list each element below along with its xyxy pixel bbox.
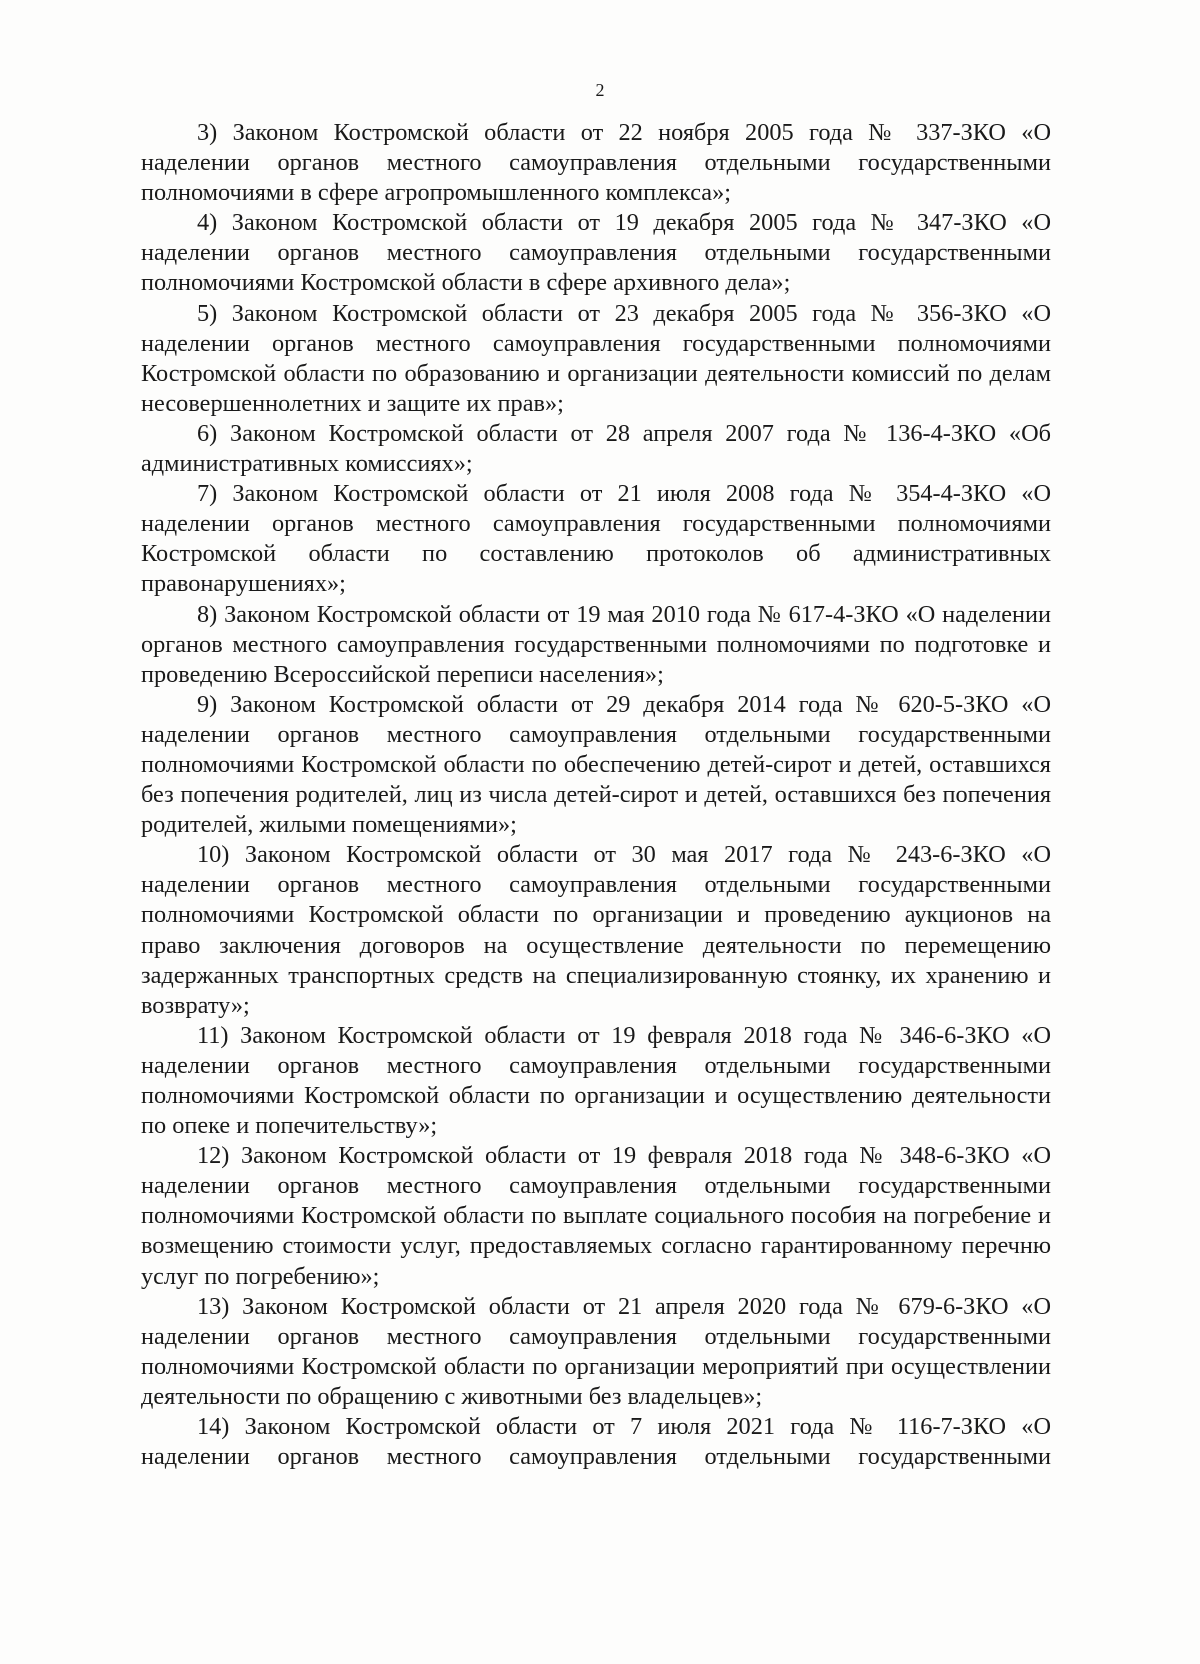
list-item-14: 14) Законом Костромской области от 7 июля 2021 года № 116-7-ЗКО «О наделении органов местного самоуправления отдельными государственными	[141, 1413, 1051, 1471]
list-item-8: 8) Законом Костромской области от 19 мая 2010 года № 617-4-ЗКО «О наделении органов местного самоуправления государственными полномочиями по подготовке и проведению Всероссийской переписи населения»;	[141, 600, 1051, 688]
list-item-6: 6) Законом Костромской области от 28 апреля 2007 года № 136-4-ЗКО «Об административных комиссиях»;	[141, 419, 1051, 478]
list-item-11: 11) Законом Костромской области от 19 февраля 2018 года № 346-6-ЗКО «О наделении органов местного самоуправления отдельными государственными полномочиями Костромской области по организации и осуществлению деятельности по опеке и попечительству»;	[141, 1021, 1051, 1140]
list-item-3: 3) Законом Костромской области от 22 ноября 2005 года № 337-ЗКО «О наделении органов местного самоуправления отдельными государственными полномочиями в сфере агропромышленного комплекса»;	[141, 119, 1051, 207]
list-item-9: 9) Законом Костромской области от 29 декабря 2014 года № 620-5-ЗКО «О наделении органов местного самоуправления отдельными государственными полномочиями Костромской области по обеспечению детей-сирот и детей, оставшихся без попечения родителей, лиц из числа детей-сирот и детей, оставшихся без попечения родителей, жилыми помещениями»;	[141, 690, 1051, 839]
list-item-12: 12) Законом Костромской области от 19 февраля 2018 года № 348-6-ЗКО «О наделении органов местного самоуправления отдельными государственными полномочиями Костромской области по выплате социального пособия на погребение и возмещению стоимости услуг, предоставляемых согласно гарантированному перечню услуг по погребению»;	[141, 1142, 1051, 1290]
law-list	[141, 118, 1051, 1472]
list-item-5: 5) Законом Костромской области от 23 декабря 2005 года № 356-ЗКО «О наделении органов местного самоуправления государственными полномочиями Костромской области по образованию и организации деятельности комиссий по делам несовершеннолетних и защите их прав»;	[141, 299, 1051, 417]
list-item-10: 10) Законом Костромской области от 30 мая 2017 года № 243-6-ЗКО «О наделении органов местного самоуправления отдельными государственными полномочиями Костромской области по организации и проведению аукционов на право заключения договоров на осуществление деятельности по перемещению задержанных транспортных средств на специализированную стоянку, их хранению и возврату»;	[141, 841, 1051, 1019]
list-item-4: 4) Законом Костромской области от 19 декабря 2005 года № 347-ЗКО «О наделении органов местного самоуправления отдельными государственными полномочиями Костромской области в сфере архивного дела»;	[141, 209, 1051, 297]
list-item-7: 7) Законом Костромской области от 21 июля 2008 года № 354-4-ЗКО «О наделении органов местного самоуправления государственными полномочиями Костромской области по составлению протоколов об административных правонарушениях»;	[141, 480, 1051, 598]
page-number: 2	[595, 80, 605, 100]
list-item-13: 13) Законом Костромской области от 21 апреля 2020 года № 679-6-ЗКО «О наделении органов местного самоуправления отдельными государственными полномочиями Костромской области по организации мероприятий при осуществлении деятельности по обращению с животными без владельцев»;	[141, 1292, 1051, 1410]
